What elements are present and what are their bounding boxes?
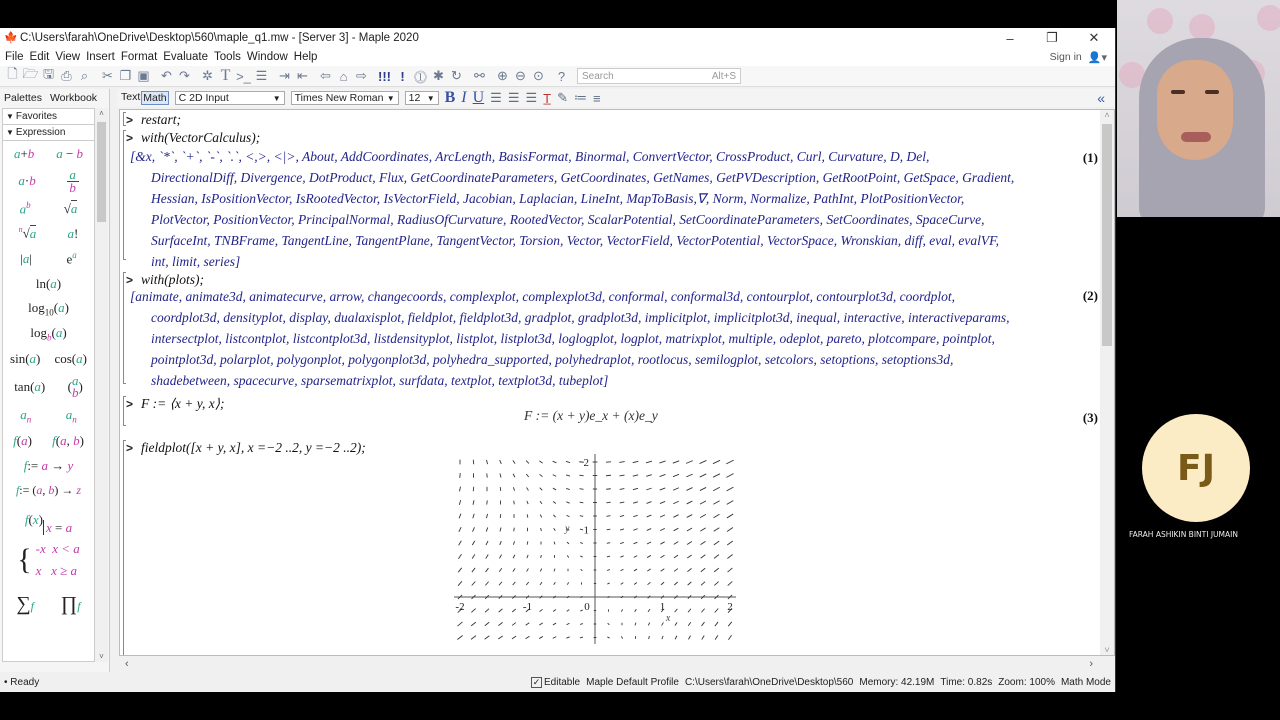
menu-help[interactable]: Help bbox=[293, 51, 318, 63]
menu-format[interactable]: Format bbox=[120, 51, 158, 63]
tab-palettes[interactable]: Palettes bbox=[4, 91, 42, 104]
palette-fraction[interactable]: a b bbox=[67, 169, 79, 194]
palette-scrollbar[interactable] bbox=[95, 108, 108, 662]
group-bracket bbox=[123, 272, 126, 384]
paste-icon[interactable]: ▣ bbox=[137, 68, 150, 83]
output-vectorcalculus: [&x, `*`, `+`, `-`, `.`, <,>, <|>, About, AddCoordinates, ArcLength, BasisFormat, Binormal, ConvertVector, CrossProduct, Curl, Curvature, D, Del, DirectionalDiff, Divergence, DotProduct, Flux, GetCoordinateParameters, GetCoordinates, GetNames, GetPVDescription, GetRootPoint, GetSpace, Gradient, Hessian, IsPositionVector, IsRootedVector, IsVectorField, Jacobian, Laplacian, LineInt, MapToBasis,∇, Norm, Normalize, PathInt, PlotPositionVector, PlotVector, PositionVector, PrincipalNormal, RadiusOfCurvature, RootedVector, ScalarPotential, SetCoordinateParameters, SetCoordinates, SpaceCurve, SurfaceInt, TNBFrame, TangentLine, TangentPlane, TangentVector, Torsion, Vector, VectorField, VectorPotential, VectorSpace, Wronskian, diff, eval, evalVF, int, limit, series] bbox=[130, 149, 1015, 269]
palette-cos[interactable]: cos(a) bbox=[54, 350, 87, 366]
maple-leaf-icon: 🍁 bbox=[4, 32, 18, 44]
menu-tools[interactable]: Tools bbox=[214, 51, 241, 63]
palette-exp[interactable]: $e^a$ bbox=[66, 249, 77, 267]
palette-product[interactable]: ∏f bbox=[60, 592, 81, 615]
menu-bar bbox=[0, 48, 1115, 66]
prompt: > bbox=[126, 131, 134, 145]
c-icon: C bbox=[178, 92, 190, 104]
participant-name: FARAH ASHIKIN BINTI JUMAIN bbox=[1129, 530, 1238, 539]
output-plots: [animate, animate3d, animatecurve, arrow, changecoords, complexplot, complexplot3d, conformal, conformal3d, contourplot, contourplot3d, coordplot, coordplot3d, densityplot, display, dualaxisplot, fieldplot, fieldplot3d, gradplot, gradplot3d, implicitplot, implicitplot3d, inequal, interactive, interactiveparams, intersectplot, listcontplot, listcontplot3d, listdensityplot, listplot, listplot3d, loglogplot, logplot, matrixplot, multiple, odeplot, pareto, plotcompare, pointplot, pointplot3d, polarplot, polygonplot, polygonplot3d, polyhedra_supported, polyhedraplot, rootlocus, semilogplot, setcolors, setoptions, setoptions3d, shadebetween, spacecurve, sparsematrixplot, surfdata, textplot, textplot3d, tubeplot] bbox=[130, 289, 1010, 388]
debug-icon[interactable]: ✱ bbox=[433, 68, 444, 83]
zoom-out-icon[interactable]: ⊖ bbox=[515, 68, 526, 83]
output-f-definition: F := (x + y)e_x + (x)e_y bbox=[524, 408, 658, 423]
scrollbar-thumb[interactable] bbox=[1102, 124, 1112, 346]
palette-index[interactable]: $a_n$ bbox=[65, 406, 77, 425]
palette-binomial[interactable]: ( a b ) bbox=[67, 373, 83, 400]
status-ready: • Ready bbox=[4, 676, 40, 688]
insert-image-icon[interactable]: ✲ bbox=[202, 68, 213, 83]
math-mode-button[interactable]: Math bbox=[143, 92, 167, 104]
svg-text:-2: -2 bbox=[455, 601, 465, 613]
menu-evaluate[interactable]: Evaluate bbox=[163, 51, 209, 63]
close-button[interactable]: ✕ bbox=[1088, 30, 1100, 45]
minimize-button[interactable]: – bbox=[1006, 30, 1014, 46]
menu-view[interactable]: View bbox=[55, 51, 81, 63]
palette-factorial[interactable]: a! bbox=[67, 225, 79, 241]
input-line[interactable]: with(VectorCalculus); bbox=[141, 130, 261, 145]
execution-group-4[interactable] bbox=[126, 396, 225, 412]
palette-log10[interactable]: $\log_{10}(a)$ bbox=[28, 299, 69, 318]
scroll-up-icon[interactable]: ˄ bbox=[99, 109, 104, 118]
prompt: > bbox=[126, 113, 134, 127]
webcam-video bbox=[1117, 0, 1280, 217]
scroll-right-icon[interactable]: › bbox=[1089, 658, 1093, 670]
back-icon[interactable]: ⇦ bbox=[320, 68, 331, 83]
execute-all-icon[interactable]: !!! bbox=[378, 68, 391, 84]
checkmark-icon: ✓ bbox=[532, 676, 541, 687]
menu-insert[interactable]: Insert bbox=[86, 51, 115, 63]
equation-label: (1) bbox=[1082, 150, 1098, 165]
palette-a-minus-b[interactable]: a − b bbox=[56, 145, 84, 161]
time-label: Time: 0.82s bbox=[940, 676, 993, 688]
prompt: > bbox=[126, 397, 134, 411]
forward-icon[interactable]: ⇨ bbox=[356, 68, 367, 83]
palette-arrow-function[interactable]: f:= a → y bbox=[23, 457, 74, 473]
align-left-icon[interactable]: ☰ bbox=[490, 90, 502, 105]
tab-workbook[interactable]: Workbook bbox=[49, 91, 98, 104]
input-line[interactable]: F := ⟨x + y, x⟩; bbox=[141, 396, 225, 411]
path-label: C:\Users\farah\OneDrive\Desktop\560 bbox=[684, 676, 854, 688]
italic-button[interactable]: I bbox=[461, 89, 467, 106]
palette-a-plus-b[interactable]: a+b bbox=[13, 145, 35, 161]
expand-triangle-icon: ▼ bbox=[6, 128, 14, 137]
font-dropdown[interactable]: Times New Roman ▼ bbox=[291, 91, 399, 105]
print-icon[interactable]: ⎙ bbox=[61, 68, 72, 83]
input-line[interactable]: restart; bbox=[141, 112, 182, 127]
palette-function-a[interactable]: f(a) bbox=[13, 432, 32, 448]
palette-section-expression[interactable]: ▼ Expression bbox=[3, 125, 94, 141]
undo-icon[interactable]: ↶ bbox=[161, 68, 172, 83]
collapse-panel-icon[interactable]: « bbox=[1097, 90, 1105, 106]
link-icon[interactable]: ⚯ bbox=[474, 68, 485, 83]
print-preview-icon[interactable]: ⌕ bbox=[80, 68, 89, 83]
search-placeholder: Search bbox=[582, 70, 614, 82]
paragraph-icon[interactable]: ☰ bbox=[255, 68, 268, 83]
palette-sum[interactable]: ∑f bbox=[16, 592, 34, 615]
svg-text:0: 0 bbox=[584, 601, 590, 613]
prompt: > bbox=[126, 273, 134, 287]
zoom-in-icon[interactable]: ⊕ bbox=[497, 68, 508, 83]
highlight-icon[interactable]: ✎ bbox=[557, 90, 568, 105]
bullet-list-icon[interactable]: ≔ bbox=[574, 90, 587, 105]
vertical-scrollbar[interactable] bbox=[1100, 110, 1114, 655]
fieldplot-output[interactable] bbox=[450, 454, 740, 644]
palette-sin[interactable]: sin(a) bbox=[10, 350, 41, 366]
group-bracket bbox=[123, 440, 126, 656]
align-center-icon[interactable]: ☰ bbox=[507, 90, 520, 105]
scrollbar-thumb[interactable] bbox=[97, 122, 106, 222]
palette-nth-root[interactable]: $^n$√a bbox=[18, 225, 37, 241]
expand-triangle-icon: ▼ bbox=[6, 112, 14, 121]
zoom-fit-icon[interactable]: ⊙ bbox=[533, 68, 544, 83]
palette-ln[interactable]: ln(a) bbox=[35, 275, 62, 291]
equation-label: (3) bbox=[1082, 410, 1098, 425]
scroll-down-icon[interactable]: ˅ bbox=[99, 652, 104, 661]
palette-a-times-b[interactable]: a·b bbox=[18, 173, 36, 188]
palette-section-favorites[interactable]: ▼ Favorites bbox=[3, 109, 94, 125]
sign-in-link[interactable]: Sign in bbox=[1049, 51, 1082, 63]
chevron-down-icon: ▼ bbox=[386, 93, 395, 103]
input-mode-dropdown[interactable]: C 2D Input ▼ bbox=[175, 91, 285, 105]
new-document-icon[interactable]: 🗋 bbox=[7, 66, 18, 81]
palette-logb[interactable]: $\log_b(a)$ bbox=[30, 324, 67, 343]
help-icon[interactable]: ? bbox=[557, 68, 566, 84]
interrupt-icon[interactable]: ⓵ bbox=[413, 69, 427, 85]
text-color-icon[interactable]: T̲ bbox=[543, 90, 552, 106]
execution-group-5[interactable] bbox=[126, 440, 366, 456]
memory-label: Memory: 42.19M bbox=[859, 676, 935, 688]
chevron-down-icon: ▼ bbox=[272, 93, 281, 103]
palette-list bbox=[2, 108, 95, 662]
align-right-icon[interactable]: ☰ bbox=[525, 90, 538, 105]
scroll-down-icon[interactable]: ˅ bbox=[1104, 645, 1110, 655]
input-line[interactable]: fieldplot([x + y, x], x =−2 ..2, y =−2 ..2); bbox=[141, 440, 366, 455]
user-account-icon[interactable]: 👤▾ bbox=[1087, 51, 1107, 64]
scroll-left-icon[interactable]: ‹ bbox=[125, 658, 129, 670]
palette-power[interactable]: $a^b$ bbox=[19, 199, 31, 217]
menu-file[interactable]: File bbox=[5, 51, 24, 63]
zoom-label: Zoom: 100% bbox=[998, 676, 1055, 688]
underline-button[interactable]: U bbox=[472, 89, 485, 106]
text-icon[interactable]: T bbox=[220, 67, 231, 84]
svg-text:-1: -1 bbox=[522, 601, 533, 613]
palette-sqrt[interactable]: √a bbox=[63, 200, 78, 216]
palette-piecewise[interactable]: { -x x < a x x ≥ a bbox=[17, 541, 80, 578]
palette-arrow-function-2[interactable]: f:= (a, b) → z bbox=[15, 483, 82, 497]
profile-label: Maple Default Profile bbox=[586, 676, 679, 688]
cut-icon[interactable]: ✂ bbox=[102, 68, 113, 83]
restart-icon[interactable]: ↻ bbox=[451, 68, 462, 83]
chevron-down-icon: ▼ bbox=[426, 93, 435, 103]
numbered-list-icon[interactable]: ≡ bbox=[593, 90, 601, 106]
execution-group-1[interactable] bbox=[126, 112, 181, 128]
palette-tan[interactable]: tan(a) bbox=[14, 379, 46, 394]
execution-group-2[interactable] bbox=[126, 130, 260, 146]
editable-checkbox[interactable]: ✓ Editable bbox=[532, 676, 581, 688]
svg-text:y: y bbox=[565, 523, 570, 535]
svg-text:1: 1 bbox=[583, 524, 589, 537]
svg-text:x: x bbox=[665, 613, 671, 624]
palette-abs[interactable]: |a| bbox=[20, 250, 32, 266]
indent-icon[interactable]: ⇥ bbox=[279, 68, 290, 83]
save-icon[interactable]: 🖫 bbox=[42, 66, 55, 81]
text-mode-button[interactable]: Text bbox=[121, 91, 141, 103]
copy-icon[interactable]: ❐ bbox=[119, 68, 132, 83]
menu-edit[interactable]: Edit bbox=[29, 51, 50, 63]
title-bar bbox=[0, 28, 1115, 48]
palette-subscript[interactable]: $a_n$ bbox=[20, 406, 32, 425]
worksheet[interactable] bbox=[119, 109, 1115, 656]
redo-icon[interactable]: ↷ bbox=[179, 68, 190, 83]
search-input[interactable] bbox=[577, 68, 741, 84]
horizontal-scrollbar[interactable] bbox=[119, 656, 1115, 672]
group-bracket bbox=[123, 130, 126, 260]
restore-button[interactable]: ❐ bbox=[1046, 30, 1058, 45]
execute-icon[interactable]: ! bbox=[400, 68, 405, 84]
palette-eval-at[interactable]: f(x)x = a bbox=[24, 512, 73, 535]
menu-window[interactable]: Window bbox=[246, 51, 288, 63]
execution-group-icon[interactable]: >_ bbox=[236, 68, 251, 84]
maple-window bbox=[0, 28, 1116, 692]
home-icon[interactable]: ⌂ bbox=[339, 68, 348, 84]
svg-text:2: 2 bbox=[727, 601, 733, 613]
window-title: C:\Users\farah\OneDrive\Desktop\560\maple_q1.mw - [Server 3] - Maple 2020 bbox=[20, 32, 419, 44]
bold-button[interactable]: B bbox=[444, 89, 456, 106]
input-line[interactable]: with(plots); bbox=[141, 272, 205, 287]
prompt: > bbox=[126, 441, 134, 455]
main-toolbar bbox=[0, 66, 1115, 87]
participant-avatar: FJ bbox=[1142, 414, 1250, 522]
format-toolbar bbox=[117, 89, 1115, 107]
svg-text:1: 1 bbox=[659, 601, 666, 613]
status-bar bbox=[0, 672, 1115, 692]
open-icon[interactable]: 🗁 bbox=[22, 66, 39, 81]
mode-label: Math Mode bbox=[1060, 676, 1111, 688]
palettes-panel bbox=[0, 89, 110, 672]
svg-text:2: 2 bbox=[583, 457, 589, 469]
outdent-icon[interactable]: ⇤ bbox=[297, 68, 308, 83]
equation-label: (2) bbox=[1082, 288, 1098, 303]
font-size-dropdown[interactable]: 12 ▼ bbox=[405, 91, 439, 105]
search-shortcut: Alt+S bbox=[711, 70, 736, 82]
palette-function-ab[interactable]: f(a, b) bbox=[52, 432, 84, 448]
scroll-up-icon[interactable]: ˄ bbox=[1104, 110, 1110, 120]
